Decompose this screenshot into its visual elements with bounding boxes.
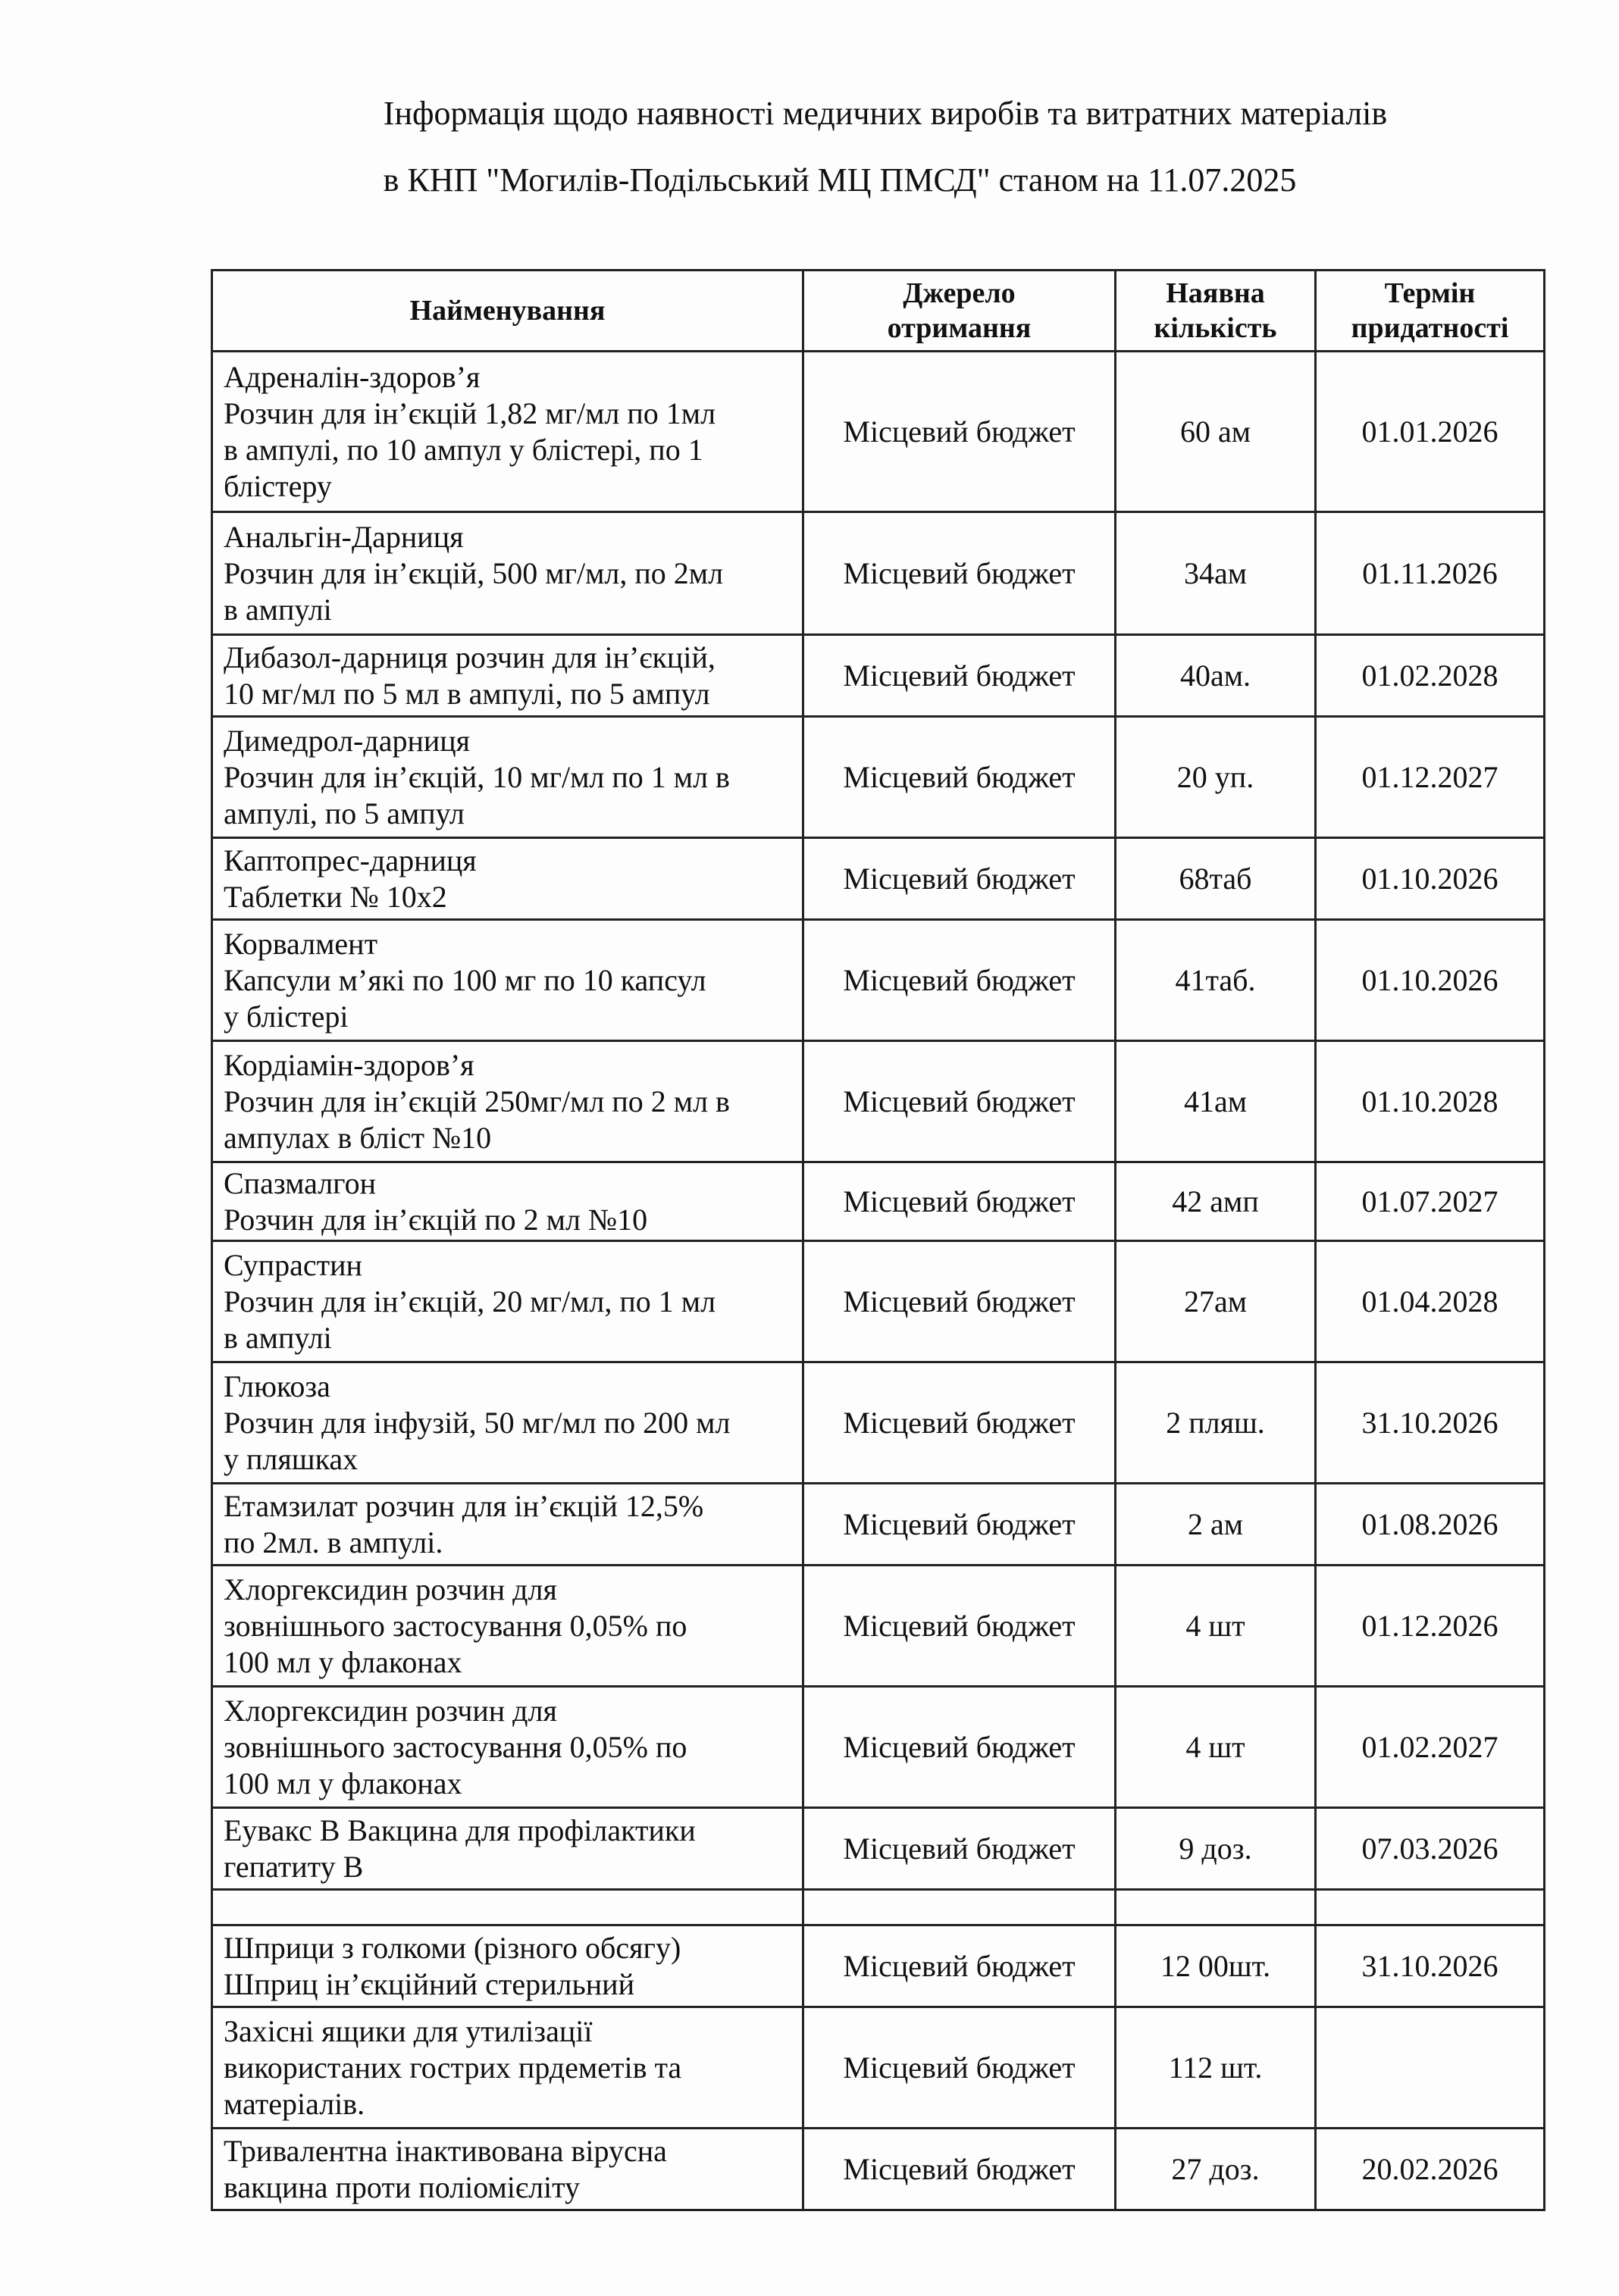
- cell-name: [212, 717, 803, 838]
- table-row: [212, 717, 1545, 838]
- header-expiry: Термін придатності: [1316, 271, 1545, 352]
- cell-expiry: 01.10.2026: [1316, 838, 1545, 920]
- cell-name-line: Розчин для ін’єкцій по 2 мл №10: [224, 1202, 648, 1237]
- cell-name-line: матеріалів.: [224, 2086, 365, 2121]
- table-row: [212, 2129, 1545, 2210]
- inventory-table: [211, 269, 1545, 2211]
- cell-name-line: Кордіамін-здоров’я: [224, 1047, 474, 1082]
- cell-source: Місцевий бюджет: [803, 1925, 1116, 2007]
- table-row: [212, 1241, 1545, 1362]
- cell-name-line: Супрастин: [224, 1247, 362, 1282]
- cell-expiry: 01.12.2026: [1316, 1566, 1545, 1687]
- cell-name: [212, 1484, 803, 1566]
- cell-name: [212, 1687, 803, 1808]
- table-row: [212, 1808, 1545, 1890]
- cell-name-line: Хлоргексидин розчин для: [224, 1693, 557, 1728]
- table-row: [212, 352, 1545, 512]
- cell-source: Місцевий бюджет: [803, 1484, 1116, 1566]
- cell-source: Місцевий бюджет: [803, 717, 1116, 838]
- cell-name-line: Розчин для ін’єкцій 250мг/мл по 2 мл в: [224, 1084, 730, 1118]
- cell-quantity: 60 ам: [1116, 352, 1316, 512]
- table-row: [212, 1890, 1545, 1925]
- cell-name-line: Етамзилат розчин для ін’єкцій 12,5%: [224, 1488, 704, 1523]
- document-title-line-1: Інформація щодо наявності медичних виробів та витратних матеріалів: [383, 95, 1388, 132]
- cell-name: [212, 1925, 803, 2007]
- cell-expiry: 01.07.2027: [1316, 1162, 1545, 1241]
- cell-name-line: Розчин для ін’єкцій, 10 мг/мл по 1 мл в: [224, 759, 730, 794]
- table-row: [212, 1162, 1545, 1241]
- cell-name-line: зовнішнього застосування 0,05% по: [224, 1729, 687, 1764]
- cell-expiry: 01.02.2027: [1316, 1687, 1545, 1808]
- cell-source: Місцевий бюджет: [803, 2129, 1116, 2210]
- cell-expiry: 01.01.2026: [1316, 352, 1545, 512]
- table-row: [212, 1484, 1545, 1566]
- cell-quantity: 41ам: [1116, 1041, 1316, 1162]
- cell-expiry: 01.12.2027: [1316, 717, 1545, 838]
- cell-name-line: Анальгін-Дарниця: [224, 519, 464, 554]
- cell-quantity: 34ам: [1116, 512, 1316, 635]
- cell-name-line: Розчин для ін’єкцій, 500 мг/мл, по 2мл: [224, 555, 724, 590]
- cell-name-line: 100 мл у флаконах: [224, 1766, 462, 1800]
- cell-quantity: 4 шт: [1116, 1687, 1316, 1808]
- cell-expiry: 01.10.2028: [1316, 1041, 1545, 1162]
- cell-name-line: Глюкоза: [224, 1369, 330, 1403]
- cell-expiry: 01.04.2028: [1316, 1241, 1545, 1362]
- cell-name-line: Адреналін-здоров’я: [224, 359, 481, 394]
- cell-source: Місцевий бюджет: [803, 1566, 1116, 1687]
- cell-name-line: Шприц ін’єкційний стерильний: [224, 1966, 634, 2001]
- cell-expiry: 20.02.2026: [1316, 2129, 1545, 2210]
- cell-name: [212, 838, 803, 920]
- cell-source: Місцевий бюджет: [803, 920, 1116, 1041]
- document-title-line-2: в КНП "Могилів-Подільський МЦ ПМСД" станом на 11.07.2025: [383, 161, 1297, 199]
- cell-name-line: Тривалентна інактивована вірусна: [224, 2133, 667, 2168]
- cell-expiry: 31.10.2026: [1316, 1362, 1545, 1484]
- cell-name: [212, 512, 803, 635]
- table-row: [212, 512, 1545, 635]
- cell-name-line: Розчин для ін’єкцій, 20 мг/мл, по 1 мл: [224, 1284, 716, 1318]
- cell-expiry: 01.02.2028: [1316, 635, 1545, 717]
- cell-name-line: в ампулі: [224, 1320, 332, 1355]
- cell-name-line: Таблетки № 10х2: [224, 879, 447, 914]
- cell-name-line: в ампулі, по 10 ампул у блістері, по 1: [224, 432, 703, 467]
- cell-name-line: Розчин для ін’єкцій 1,82 мг/мл по 1мл: [224, 396, 716, 430]
- cell-name-line: гепатиту В: [224, 1849, 364, 1884]
- cell-source: Місцевий бюджет: [803, 1162, 1116, 1241]
- cell-expiry: 01.08.2026: [1316, 1484, 1545, 1566]
- cell-name: [212, 1808, 803, 1890]
- cell-name: [212, 2129, 803, 2210]
- cell-quantity: 2 ам: [1116, 1484, 1316, 1566]
- cell-name: [212, 1162, 803, 1241]
- cell-name-line: 100 мл у флаконах: [224, 1644, 462, 1679]
- cell-source: Місцевий бюджет: [803, 838, 1116, 920]
- cell-quantity: 2 пляш.: [1116, 1362, 1316, 1484]
- cell-name-line: в ампулі: [224, 592, 332, 627]
- cell-quantity: 20 уп.: [1116, 717, 1316, 838]
- cell-quantity: 40ам.: [1116, 635, 1316, 717]
- table-row: [212, 838, 1545, 920]
- cell-name: [212, 1041, 803, 1162]
- cell-name-line: Спазмалгон: [224, 1165, 376, 1200]
- cell-source: [803, 1890, 1116, 1925]
- header-source: Джерело отримання: [803, 271, 1116, 352]
- cell-name: [212, 920, 803, 1041]
- cell-name-line: Каптопрес-дарниця: [224, 843, 477, 877]
- cell-name-line: використаних гострих прдеметів та: [224, 2050, 682, 2085]
- table-row: [212, 1687, 1545, 1808]
- cell-name-line: вакцина проти поліомієліту: [224, 2169, 581, 2204]
- cell-name-line: ампулі, по 5 ампул: [224, 796, 465, 831]
- cell-source: Місцевий бюджет: [803, 1241, 1116, 1362]
- cell-name: [212, 1241, 803, 1362]
- table-row: [212, 2007, 1545, 2129]
- cell-expiry: [1316, 2007, 1545, 2129]
- table-body: [212, 352, 1545, 2210]
- cell-source: Місцевий бюджет: [803, 2007, 1116, 2129]
- table-row: [212, 1362, 1545, 1484]
- cell-quantity: 27 доз.: [1116, 2129, 1316, 2210]
- cell-expiry: 31.10.2026: [1316, 1925, 1545, 2007]
- cell-name-line: Корвалмент: [224, 926, 378, 961]
- header-quantity: Наявна кількість: [1116, 271, 1316, 352]
- cell-name-line: по 2мл. в ампулі.: [224, 1525, 443, 1559]
- table-row: [212, 1925, 1545, 2007]
- cell-expiry: 01.10.2026: [1316, 920, 1545, 1041]
- header-name: Найменування: [212, 271, 803, 352]
- cell-name-line: ампулах в бліст №10: [224, 1120, 492, 1155]
- cell-expiry: [1316, 1890, 1545, 1925]
- cell-name-line: Розчин для інфузій, 50 мг/мл по 200 мл: [224, 1405, 731, 1440]
- cell-quantity: 9 доз.: [1116, 1808, 1316, 1890]
- table-row: [212, 1041, 1545, 1162]
- cell-name: [212, 1890, 803, 1925]
- cell-source: Місцевий бюджет: [803, 1808, 1116, 1890]
- table-row: [212, 635, 1545, 717]
- cell-quantity: 42 амп: [1116, 1162, 1316, 1241]
- cell-name-line: у пляшках: [224, 1441, 359, 1476]
- cell-quantity: 27ам: [1116, 1241, 1316, 1362]
- cell-source: Місцевий бюджет: [803, 352, 1116, 512]
- table-row: [212, 920, 1545, 1041]
- cell-name-line: зовнішнього застосування 0,05% по: [224, 1608, 687, 1643]
- cell-expiry: 01.11.2026: [1316, 512, 1545, 635]
- cell-expiry: 07.03.2026: [1316, 1808, 1545, 1890]
- cell-quantity: 12 00шт.: [1116, 1925, 1316, 2007]
- cell-name-line: Захісні ящики для утилізації: [224, 2013, 593, 2048]
- cell-name: [212, 1566, 803, 1687]
- cell-quantity: [1116, 1890, 1316, 1925]
- cell-name: [212, 352, 803, 512]
- cell-name-line: Дибазол-дарниця розчин для ін’єкцій,: [224, 640, 716, 674]
- cell-source: Місцевий бюджет: [803, 512, 1116, 635]
- cell-name-line: у блістері: [224, 999, 349, 1034]
- cell-name-line: блістеру: [224, 468, 332, 503]
- cell-quantity: 112 шт.: [1116, 2007, 1316, 2129]
- cell-source: Місцевий бюджет: [803, 1362, 1116, 1484]
- cell-quantity: 4 шт: [1116, 1566, 1316, 1687]
- cell-name-line: Хлоргексидин розчин для: [224, 1572, 557, 1606]
- cell-name-line: Капсули м’які по 100 мг по 10 капсул: [224, 962, 706, 997]
- cell-source: Місцевий бюджет: [803, 1687, 1116, 1808]
- table-header-row: [212, 271, 1545, 352]
- cell-name: [212, 635, 803, 717]
- cell-name: [212, 2007, 803, 2129]
- cell-name-line: 10 мг/мл по 5 мл в ампулі, по 5 ампул: [224, 676, 710, 711]
- cell-name-line: Шприци з голкоми (різного обсягу): [224, 1930, 681, 1965]
- cell-name-line: Димедрол-дарниця: [224, 723, 471, 758]
- cell-quantity: 41таб.: [1116, 920, 1316, 1041]
- table-row: [212, 1566, 1545, 1687]
- cell-name-line: Еувакс В Вакцина для профілактики: [224, 1813, 696, 1847]
- cell-source: Місцевий бюджет: [803, 635, 1116, 717]
- cell-name: [212, 1362, 803, 1484]
- cell-source: Місцевий бюджет: [803, 1041, 1116, 1162]
- cell-quantity: 68таб: [1116, 838, 1316, 920]
